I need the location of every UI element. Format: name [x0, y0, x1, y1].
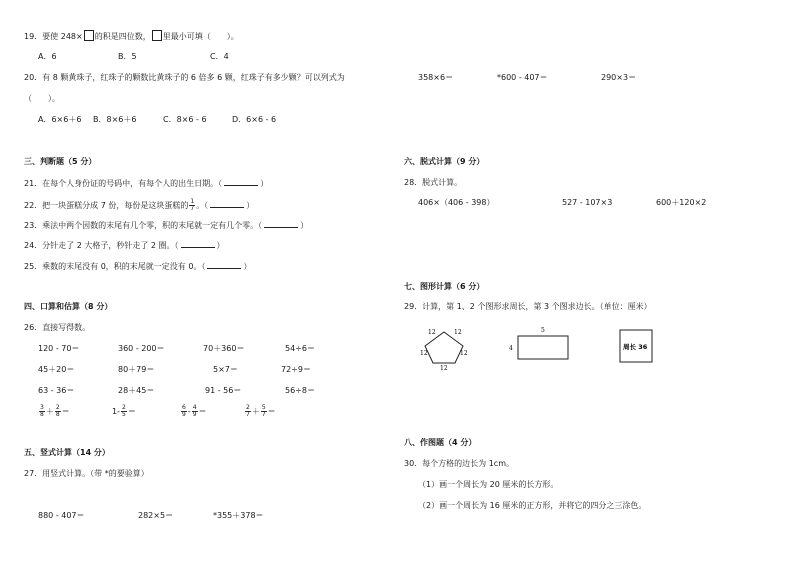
pentagon-side-label: 12 [454, 329, 462, 336]
square-perimeter-label: 周长 36 [623, 343, 648, 351]
q21 [24, 178, 268, 189]
fraction [261, 405, 267, 418]
rectangle-figure [506, 324, 574, 364]
section-4-title: 四、口算和估算（8 分） [24, 302, 113, 311]
section-8-title: 八、作图题（4 分） [404, 438, 477, 447]
calc-item: 358×6＝ [418, 73, 454, 82]
q30: 30．每个方格的边长为 1cm。 [404, 459, 515, 468]
fraction-denominator: 8 [40, 411, 44, 418]
fraction-denominator: 8 [55, 411, 60, 418]
section-7-title: 七、图形计算（6 分） [404, 282, 485, 291]
q23-end: ） [300, 221, 309, 230]
fraction-denominator: 7 [190, 205, 195, 212]
calc-item: 406×（406 - 398） [418, 198, 495, 207]
fraction-denominator: 7 [246, 411, 250, 418]
calc-item: 45＋20＝ [38, 365, 75, 374]
fraction [39, 405, 45, 418]
calc-item: 880 - 407＝ [38, 511, 85, 520]
q20-option-a[interactable]: A．6×6＋6 [38, 115, 82, 124]
q19-option-c[interactable]: C．4 [210, 52, 229, 61]
fraction [189, 199, 195, 212]
q21-text: 21．在每个人身份证的号码中，有每个人的出生日期。（ [24, 179, 223, 188]
q22 [24, 199, 254, 212]
operator: - [187, 407, 191, 416]
q24-end: ） [216, 241, 225, 250]
q20-line2: （ ）。 [24, 94, 60, 103]
calc-item: 72÷9＝ [281, 365, 311, 374]
calc-item: 63 - 36＝ [38, 386, 75, 395]
q25 [24, 261, 251, 272]
calc-item: 54÷6＝ [285, 344, 315, 353]
q19-option-a[interactable]: A．6 [38, 52, 57, 61]
fraction-numerator: 4 [192, 404, 197, 411]
fraction-calc [38, 403, 70, 421]
answer-box [152, 30, 162, 41]
q19-text-3: 里最小可填（ ）。 [162, 32, 239, 41]
fraction-denominator: 5 [121, 411, 126, 418]
calc-item: 70＋360＝ [203, 344, 245, 353]
q20-option-b[interactable]: B．8×6＋6 [93, 115, 137, 124]
operator: - [117, 407, 120, 416]
q25-end: ） [243, 262, 252, 271]
q19-text-2: 的积是四位数， [94, 32, 151, 41]
q19-text-1: 要使 248× [42, 32, 83, 41]
operator: ＋ [251, 407, 260, 416]
answer-blank[interactable] [264, 220, 298, 228]
answer-blank[interactable] [210, 200, 244, 208]
q22-text: 22．把一块蛋糕分成 7 份，每份是这块蛋糕的 [24, 201, 189, 210]
q23 [24, 220, 308, 231]
equals: ＝ [127, 407, 136, 416]
pentagon-figure [416, 324, 472, 370]
fraction-calc [244, 403, 276, 421]
section-5-title: 五、竖式计算（14 分） [24, 448, 110, 457]
q21-end: ） [260, 179, 269, 188]
fraction [245, 405, 251, 418]
fraction [121, 405, 127, 418]
fraction-numerator: 1 [190, 198, 195, 205]
equals: ＝ [61, 407, 70, 416]
fraction-denominator: 7 [261, 411, 266, 418]
fraction [192, 405, 198, 418]
rectangle-left-label: 4 [509, 345, 513, 352]
section-3-title: 三、判断题（5 分） [24, 157, 97, 166]
calc-item: 600＋120×2 [656, 198, 707, 207]
q24 [24, 240, 225, 251]
answer-box [84, 30, 94, 41]
q23-text: 23．乘法中两个因数的末尾有几个零，积的末尾就一定有几个零。（ [24, 221, 263, 230]
pentagon-side-label: 12 [460, 350, 468, 357]
fraction-numerator: 3 [40, 404, 44, 411]
q22-end: ） [246, 201, 255, 210]
calc-item: *355＋378＝ [213, 511, 264, 520]
pentagon-shape [425, 332, 463, 363]
calc-item: 5×7＝ [213, 365, 238, 374]
q19-option-b[interactable]: B．5 [118, 52, 137, 61]
section-6-title: 六、脱式计算（9 分） [404, 157, 485, 166]
operator: ＋ [45, 407, 54, 416]
calc-item: 282×5＝ [138, 511, 174, 520]
rectangle-top-label: 5 [541, 327, 545, 334]
q20-option-d[interactable]: D．6×6 - 6 [232, 115, 277, 124]
answer-blank[interactable] [207, 261, 241, 269]
q27: 27．用竖式计算。（带 *的要验算） [24, 469, 149, 478]
pentagon-side-label: 12 [428, 329, 436, 336]
fraction-numerator: 6 [182, 404, 186, 411]
fraction-denominator: 9 [182, 411, 186, 418]
q29: 29．计算，第 1、2 个图形求周长，第 3 个图求边长。（单位：厘米） [404, 302, 652, 311]
calc-item: 360 - 200＝ [118, 344, 165, 353]
fraction-numerator: 5 [261, 404, 266, 411]
q22-text-2: 。（ [196, 201, 209, 210]
calc-item: 91 - 56＝ [205, 386, 242, 395]
q30-item-2: （2）画一个周长为 16 厘米的正方形，并将它的四分之三涂色。 [418, 501, 647, 510]
fraction-numerator: 2 [121, 404, 126, 411]
equals: ＝ [267, 407, 276, 416]
fraction-denominator: 9 [192, 411, 197, 418]
calc-item: 28＋45＝ [118, 386, 155, 395]
calc-item: 56÷8＝ [285, 386, 315, 395]
fraction-numerator: 2 [55, 404, 60, 411]
answer-blank[interactable] [181, 240, 215, 248]
fraction-calc [180, 403, 207, 421]
q20-option-c[interactable]: C．8×6 - 6 [163, 115, 207, 124]
fraction-numerator: 2 [246, 404, 250, 411]
calc-item: 80＋79＝ [118, 365, 155, 374]
q24-text: 24．分针走了 2 大格子，秒针走了 2 圈。（ [24, 241, 179, 250]
equals: ＝ [198, 407, 207, 416]
calc-item: 527 - 107×3 [562, 198, 613, 207]
square-figure [618, 328, 658, 368]
q19-num: 19． [24, 32, 43, 41]
calc-item: 290×3＝ [601, 73, 637, 82]
fraction-calc [112, 403, 136, 421]
q26: 26．直接写得数。 [24, 323, 91, 332]
rectangle-shape [518, 336, 568, 359]
calc-item: 120 - 70＝ [38, 344, 80, 353]
pentagon-side-label: 12 [420, 350, 428, 357]
q20-line1: 20．有 8 颗黄珠子，红珠子的颗数比黄珠子的 6 倍多 6 颗，红珠子有多少颗？可以列式为 [24, 73, 345, 82]
fraction [181, 405, 187, 418]
pentagon-side-label: 12 [440, 365, 448, 370]
whole-number: 1 [112, 407, 118, 416]
q30-item-1: （1）画一个周长为 20 厘米的长方形。 [418, 480, 559, 489]
q28: 28．脱式计算。 [404, 178, 463, 187]
q19 [24, 30, 239, 42]
calc-item: *600 - 407＝ [497, 73, 548, 82]
q25-text: 25．乘数的末尾没有 0，积的末尾就一定没有 0。（ [24, 262, 206, 271]
answer-blank[interactable] [224, 178, 258, 186]
fraction [55, 405, 61, 418]
